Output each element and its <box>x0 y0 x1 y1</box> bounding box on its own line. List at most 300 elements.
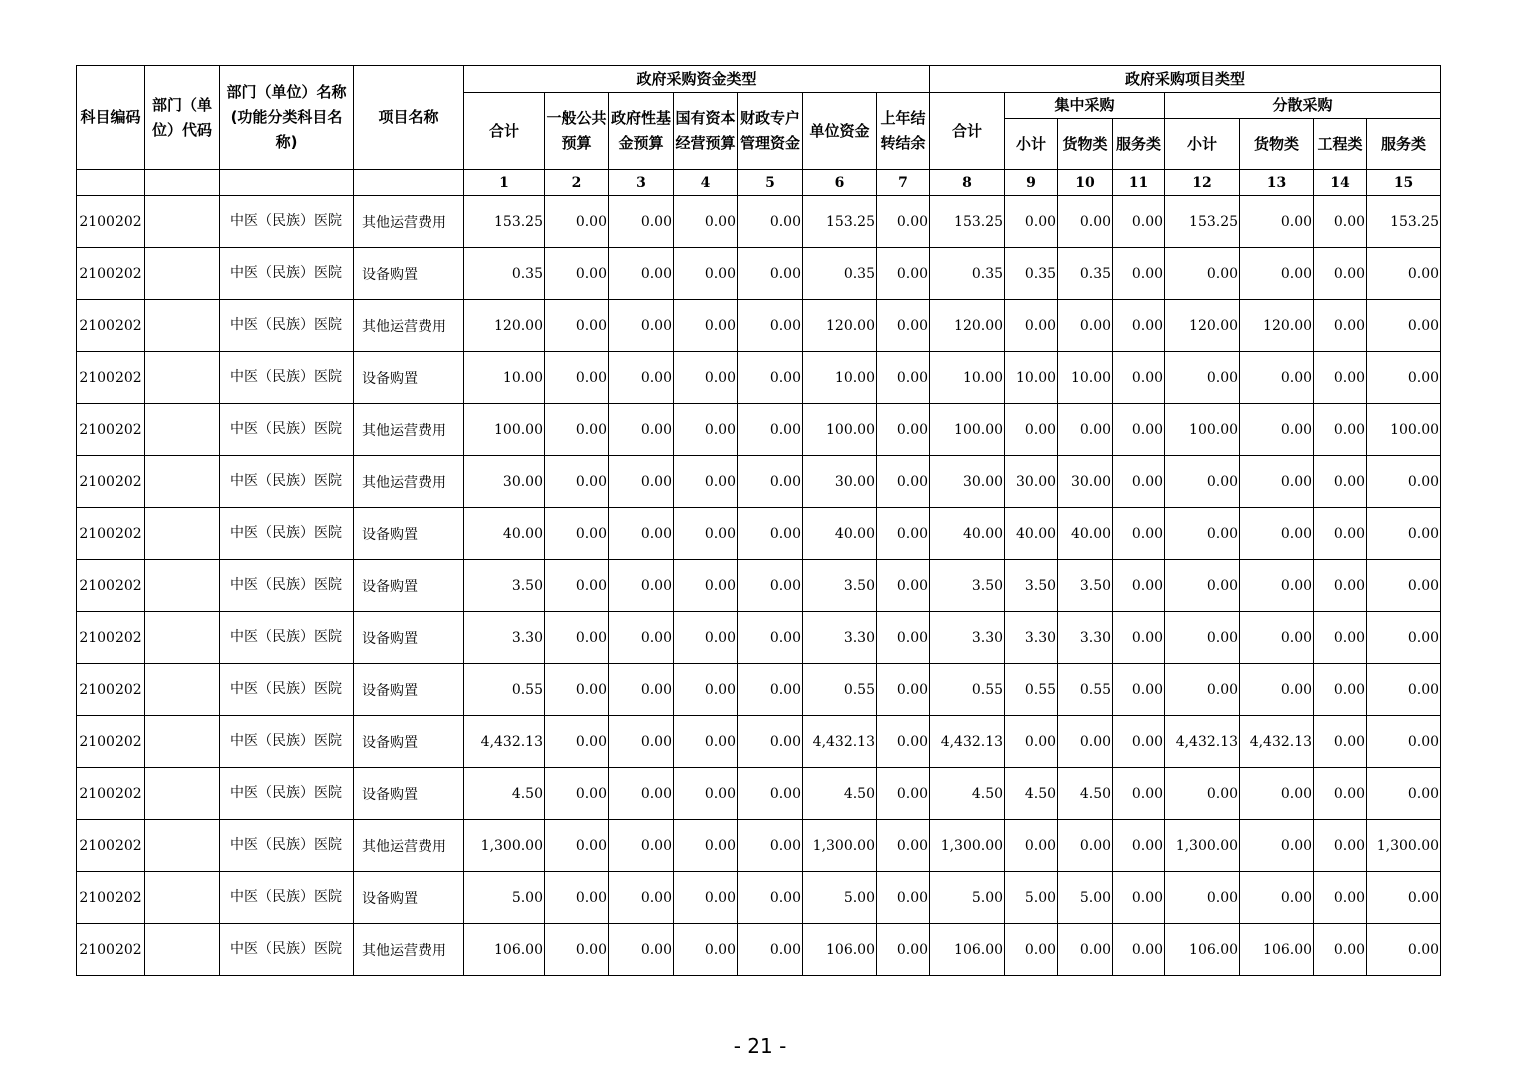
project-name-cell: 设备购置 <box>354 508 464 560</box>
dept-code-cell <box>145 612 220 664</box>
amount-cell: 0.00 <box>1367 716 1441 768</box>
amount-cell: 153.25 <box>803 196 877 248</box>
project-name-cell: 其他运营费用 <box>354 924 464 976</box>
amount-cell: 0.00 <box>1165 872 1240 924</box>
amount-cell: 0.00 <box>1240 352 1314 404</box>
amount-cell: 0.00 <box>1240 820 1314 872</box>
dept-code-cell <box>145 872 220 924</box>
column-number: 3 <box>609 170 674 196</box>
amount-cell: 0.00 <box>1058 820 1113 872</box>
amount-cell: 0.00 <box>1314 612 1367 664</box>
amount-cell: 1,300.00 <box>464 820 545 872</box>
amount-cell: 0.00 <box>1367 352 1441 404</box>
dept-code-cell <box>145 300 220 352</box>
amount-cell: 0.00 <box>1240 196 1314 248</box>
amount-cell: 0.55 <box>1005 664 1058 716</box>
dept-name-cell: 中医（民族）医院 <box>220 248 354 300</box>
project-name-cell: 设备购置 <box>354 248 464 300</box>
project-name-cell: 设备购置 <box>354 872 464 924</box>
amount-cell: 0.00 <box>1314 300 1367 352</box>
table-row <box>77 248 1441 300</box>
amount-cell: 0.00 <box>1367 300 1441 352</box>
amount-cell: 40.00 <box>930 508 1005 560</box>
amount-cell: 0.00 <box>1113 716 1165 768</box>
header-centralized-group: 集中采购 <box>1005 93 1165 119</box>
amount-cell: 0.00 <box>674 248 738 300</box>
amount-cell: 4,432.13 <box>464 716 545 768</box>
amount-cell: 0.00 <box>738 716 803 768</box>
amount-cell: 0.00 <box>877 248 930 300</box>
amount-cell: 3.30 <box>1058 612 1113 664</box>
amount-cell: 0.00 <box>1165 508 1240 560</box>
amount-cell: 0.00 <box>545 508 609 560</box>
amount-cell: 0.00 <box>877 716 930 768</box>
subject-code-cell: 2100202 <box>77 560 145 612</box>
amount-cell: 40.00 <box>803 508 877 560</box>
amount-cell: 0.00 <box>738 924 803 976</box>
dept-name-cell: 中医（民族）医院 <box>220 300 354 352</box>
amount-cell: 120.00 <box>1240 300 1314 352</box>
header-state-capital-budget: 国有资本经营预算 <box>674 93 738 170</box>
amount-cell: 0.00 <box>674 352 738 404</box>
amount-cell: 120.00 <box>930 300 1005 352</box>
column-number: 15 <box>1367 170 1441 196</box>
table-row <box>77 872 1441 924</box>
table-row <box>77 768 1441 820</box>
amount-cell: 100.00 <box>464 404 545 456</box>
amount-cell: 1,300.00 <box>803 820 877 872</box>
amount-cell: 0.00 <box>877 508 930 560</box>
amount-cell: 0.00 <box>877 300 930 352</box>
subject-code-cell: 2100202 <box>77 248 145 300</box>
amount-cell: 0.00 <box>1240 664 1314 716</box>
dept-code-cell <box>145 404 220 456</box>
amount-cell: 0.00 <box>1113 924 1165 976</box>
header-decentralized-goods: 货物类 <box>1240 119 1314 170</box>
table-row <box>77 508 1441 560</box>
amount-cell: 3.50 <box>1058 560 1113 612</box>
table-row <box>77 716 1441 768</box>
amount-cell: 30.00 <box>1058 456 1113 508</box>
amount-cell: 0.00 <box>1367 612 1441 664</box>
amount-cell: 0.00 <box>877 352 930 404</box>
amount-cell: 0.00 <box>674 404 738 456</box>
table-row <box>77 924 1441 976</box>
amount-cell: 0.00 <box>609 768 674 820</box>
subject-code-cell: 2100202 <box>77 508 145 560</box>
project-name-cell: 设备购置 <box>354 768 464 820</box>
amount-cell: 0.00 <box>1240 872 1314 924</box>
dept-code-cell <box>145 664 220 716</box>
amount-cell: 3.50 <box>464 560 545 612</box>
dept-name-cell: 中医（民族）医院 <box>220 820 354 872</box>
amount-cell: 0.00 <box>545 768 609 820</box>
amount-cell: 0.00 <box>877 768 930 820</box>
amount-cell: 0.00 <box>674 716 738 768</box>
column-number: 4 <box>674 170 738 196</box>
amount-cell: 4.50 <box>1058 768 1113 820</box>
amount-cell: 0.00 <box>738 196 803 248</box>
dept-code-cell <box>145 716 220 768</box>
amount-cell: 0.00 <box>545 248 609 300</box>
amount-cell: 5.00 <box>1058 872 1113 924</box>
amount-cell: 0.00 <box>877 924 930 976</box>
header-decentralized-services: 服务类 <box>1367 119 1441 170</box>
amount-cell: 0.00 <box>545 872 609 924</box>
amount-cell: 40.00 <box>1005 508 1058 560</box>
amount-cell: 4,432.13 <box>1165 716 1240 768</box>
amount-cell: 0.00 <box>545 560 609 612</box>
amount-cell: 10.00 <box>930 352 1005 404</box>
dept-code-cell <box>145 924 220 976</box>
amount-cell: 0.00 <box>609 352 674 404</box>
amount-cell: 0.00 <box>1113 196 1165 248</box>
amount-cell: 0.00 <box>877 664 930 716</box>
header-centralized-subtotal: 小计 <box>1005 119 1058 170</box>
amount-cell: 0.00 <box>877 872 930 924</box>
amount-cell: 5.00 <box>803 872 877 924</box>
amount-cell: 0.00 <box>609 716 674 768</box>
header-gov-fund-budget: 政府性基金预算 <box>609 93 674 170</box>
amount-cell: 0.00 <box>674 820 738 872</box>
amount-cell: 10.00 <box>464 352 545 404</box>
amount-cell: 0.00 <box>545 352 609 404</box>
amount-cell: 0.00 <box>1240 768 1314 820</box>
amount-cell: 0.00 <box>1113 508 1165 560</box>
project-name-cell: 其他运营费用 <box>354 300 464 352</box>
amount-cell: 153.25 <box>1165 196 1240 248</box>
dept-name-cell: 中医（民族）医院 <box>220 508 354 560</box>
dept-code-cell <box>145 248 220 300</box>
amount-cell: 10.00 <box>1005 352 1058 404</box>
dept-code-cell <box>145 820 220 872</box>
dept-code-cell <box>145 768 220 820</box>
amount-cell: 100.00 <box>1367 404 1441 456</box>
amount-cell: 0.00 <box>609 820 674 872</box>
subject-code-cell: 2100202 <box>77 404 145 456</box>
header-project-name: 项目名称 <box>354 66 464 170</box>
header-dept-name: 部门（单位）名称(功能分类科目名称) <box>220 66 354 170</box>
amount-cell: 0.00 <box>674 300 738 352</box>
amount-cell: 0.00 <box>1113 248 1165 300</box>
amount-cell: 0.00 <box>738 820 803 872</box>
header-decentralized-group: 分散采购 <box>1165 93 1441 119</box>
header-decentralized-works: 工程类 <box>1314 119 1367 170</box>
amount-cell: 0.00 <box>674 768 738 820</box>
amount-cell: 0.00 <box>1005 820 1058 872</box>
amount-cell: 3.50 <box>930 560 1005 612</box>
subject-code-cell: 2100202 <box>77 300 145 352</box>
amount-cell: 0.00 <box>609 404 674 456</box>
amount-cell: 30.00 <box>803 456 877 508</box>
amount-cell: 106.00 <box>930 924 1005 976</box>
dept-name-cell: 中医（民族）医院 <box>220 924 354 976</box>
amount-cell: 153.25 <box>464 196 545 248</box>
amount-cell: 0.00 <box>545 820 609 872</box>
amount-cell: 0.00 <box>674 196 738 248</box>
amount-cell: 4,432.13 <box>930 716 1005 768</box>
amount-cell: 106.00 <box>803 924 877 976</box>
amount-cell: 0.00 <box>609 508 674 560</box>
amount-cell: 0.00 <box>738 872 803 924</box>
amount-cell: 0.00 <box>1113 872 1165 924</box>
amount-cell: 120.00 <box>464 300 545 352</box>
subject-code-cell: 2100202 <box>77 820 145 872</box>
header-project-type-group: 政府采购项目类型 <box>930 66 1441 93</box>
amount-cell: 0.00 <box>1005 924 1058 976</box>
header-unit-funds: 单位资金 <box>803 93 877 170</box>
amount-cell: 4,432.13 <box>1240 716 1314 768</box>
table-row <box>77 612 1441 664</box>
amount-cell: 0.00 <box>1367 664 1441 716</box>
amount-cell: 0.00 <box>545 716 609 768</box>
amount-cell: 0.00 <box>1113 612 1165 664</box>
amount-cell: 10.00 <box>1058 352 1113 404</box>
amount-cell: 0.35 <box>803 248 877 300</box>
amount-cell: 0.00 <box>1314 456 1367 508</box>
amount-cell: 0.00 <box>1005 196 1058 248</box>
amount-cell: 0.00 <box>609 300 674 352</box>
dept-name-cell: 中医（民族）医院 <box>220 612 354 664</box>
amount-cell: 106.00 <box>1165 924 1240 976</box>
amount-cell: 0.55 <box>464 664 545 716</box>
column-number: 11 <box>1113 170 1165 196</box>
project-name-cell: 设备购置 <box>354 352 464 404</box>
amount-cell: 0.00 <box>674 612 738 664</box>
column-number: 14 <box>1314 170 1367 196</box>
subject-code-cell: 2100202 <box>77 872 145 924</box>
dept-name-cell: 中医（民族）医院 <box>220 196 354 248</box>
amount-cell: 30.00 <box>1005 456 1058 508</box>
column-number: 6 <box>803 170 877 196</box>
subject-code-cell: 2100202 <box>77 612 145 664</box>
amount-cell: 0.00 <box>609 196 674 248</box>
table-row <box>77 820 1441 872</box>
header-decentralized-subtotal: 小计 <box>1165 119 1240 170</box>
amount-cell: 0.00 <box>1058 196 1113 248</box>
amount-cell: 0.00 <box>877 820 930 872</box>
column-number: 13 <box>1240 170 1314 196</box>
project-name-cell: 其他运营费用 <box>354 456 464 508</box>
amount-cell: 100.00 <box>930 404 1005 456</box>
amount-cell: 3.30 <box>464 612 545 664</box>
project-name-cell: 设备购置 <box>354 716 464 768</box>
amount-cell: 0.00 <box>1165 612 1240 664</box>
amount-cell: 0.00 <box>1367 768 1441 820</box>
subject-code-cell: 2100202 <box>77 716 145 768</box>
amount-cell: 0.00 <box>545 404 609 456</box>
subject-code-cell: 2100202 <box>77 664 145 716</box>
amount-cell: 0.00 <box>877 612 930 664</box>
amount-cell: 0.00 <box>1314 768 1367 820</box>
amount-cell: 120.00 <box>1165 300 1240 352</box>
amount-cell: 153.25 <box>1367 196 1441 248</box>
column-number: 10 <box>1058 170 1113 196</box>
column-number: 2 <box>545 170 609 196</box>
amount-cell: 3.50 <box>803 560 877 612</box>
table-row <box>77 352 1441 404</box>
dept-name-cell: 中医（民族）医院 <box>220 768 354 820</box>
amount-cell: 0.00 <box>1240 508 1314 560</box>
amount-cell: 0.00 <box>738 248 803 300</box>
amount-cell: 1,300.00 <box>1367 820 1441 872</box>
amount-cell: 0.00 <box>1165 560 1240 612</box>
amount-cell: 0.00 <box>1005 716 1058 768</box>
amount-cell: 0.00 <box>1367 456 1441 508</box>
amount-cell: 4.50 <box>930 768 1005 820</box>
header-subject-code: 科目编码 <box>77 66 145 170</box>
table-row <box>77 456 1441 508</box>
project-name-cell: 其他运营费用 <box>354 404 464 456</box>
amount-cell: 0.00 <box>1005 404 1058 456</box>
amount-cell: 0.00 <box>1367 560 1441 612</box>
project-name-cell: 设备购置 <box>354 664 464 716</box>
header-project-total: 合计 <box>930 93 1005 170</box>
amount-cell: 0.00 <box>877 456 930 508</box>
dept-code-cell <box>145 508 220 560</box>
subject-code-cell: 2100202 <box>77 196 145 248</box>
column-number: 9 <box>1005 170 1058 196</box>
amount-cell: 5.00 <box>1005 872 1058 924</box>
amount-cell: 1,300.00 <box>1165 820 1240 872</box>
header-centralized-goods: 货物类 <box>1058 119 1113 170</box>
amount-cell: 0.00 <box>674 664 738 716</box>
amount-cell: 120.00 <box>803 300 877 352</box>
amount-cell: 0.00 <box>609 248 674 300</box>
amount-cell: 4.50 <box>803 768 877 820</box>
amount-cell: 0.00 <box>738 768 803 820</box>
dept-code-cell <box>145 196 220 248</box>
subject-code-cell: 2100202 <box>77 924 145 976</box>
amount-cell: 0.00 <box>545 612 609 664</box>
amount-cell: 3.50 <box>1005 560 1058 612</box>
amount-cell: 0.00 <box>1314 404 1367 456</box>
amount-cell: 0.00 <box>1058 716 1113 768</box>
column-number: 8 <box>930 170 1005 196</box>
dept-name-cell: 中医（民族）医院 <box>220 352 354 404</box>
amount-cell: 30.00 <box>464 456 545 508</box>
dept-name-cell: 中医（民族）医院 <box>220 872 354 924</box>
amount-cell: 0.00 <box>738 456 803 508</box>
amount-cell: 0.00 <box>1314 664 1367 716</box>
amount-cell: 0.00 <box>877 404 930 456</box>
subject-code-cell: 2100202 <box>77 768 145 820</box>
amount-cell: 0.00 <box>877 196 930 248</box>
amount-cell: 0.00 <box>1367 248 1441 300</box>
amount-cell: 0.00 <box>1314 924 1367 976</box>
table-row <box>77 196 1441 248</box>
amount-cell: 0.00 <box>1314 352 1367 404</box>
table-row <box>77 404 1441 456</box>
amount-cell: 0.00 <box>1113 404 1165 456</box>
amount-cell: 0.00 <box>1314 872 1367 924</box>
amount-cell: 0.35 <box>1005 248 1058 300</box>
amount-cell: 0.00 <box>609 872 674 924</box>
amount-cell: 0.00 <box>1165 248 1240 300</box>
amount-cell: 0.00 <box>738 300 803 352</box>
header-row-1 <box>77 66 1441 93</box>
amount-cell: 0.00 <box>674 456 738 508</box>
amount-cell: 0.00 <box>738 612 803 664</box>
project-name-cell: 其他运营费用 <box>354 196 464 248</box>
amount-cell: 106.00 <box>1240 924 1314 976</box>
amount-cell: 0.00 <box>545 664 609 716</box>
subject-code-cell: 2100202 <box>77 352 145 404</box>
project-name-cell: 设备购置 <box>354 612 464 664</box>
project-name-cell: 设备购置 <box>354 560 464 612</box>
amount-cell: 0.00 <box>738 404 803 456</box>
amount-cell: 30.00 <box>930 456 1005 508</box>
amount-cell: 0.00 <box>674 872 738 924</box>
amount-cell: 3.30 <box>1005 612 1058 664</box>
amount-cell: 0.00 <box>1240 456 1314 508</box>
amount-cell: 3.30 <box>930 612 1005 664</box>
amount-cell: 40.00 <box>1058 508 1113 560</box>
amount-cell: 0.00 <box>609 612 674 664</box>
amount-cell: 0.55 <box>930 664 1005 716</box>
procurement-table <box>76 65 1441 976</box>
amount-cell: 0.00 <box>1367 872 1441 924</box>
dept-code-cell <box>145 352 220 404</box>
amount-cell: 0.00 <box>545 196 609 248</box>
amount-cell: 5.00 <box>464 872 545 924</box>
amount-cell: 0.00 <box>1113 768 1165 820</box>
amount-cell: 4,432.13 <box>803 716 877 768</box>
amount-cell: 0.00 <box>674 560 738 612</box>
column-number-row <box>77 170 1441 196</box>
header-dept-code: 部门（单位）代码 <box>145 66 220 170</box>
header-centralized-services: 服务类 <box>1113 119 1165 170</box>
table-row <box>77 664 1441 716</box>
amount-cell: 0.35 <box>1058 248 1113 300</box>
amount-cell: 0.00 <box>545 924 609 976</box>
amount-cell: 153.25 <box>930 196 1005 248</box>
header-general-budget: 一般公共预算 <box>545 93 609 170</box>
dept-name-cell: 中医（民族）医院 <box>220 560 354 612</box>
amount-cell: 0.00 <box>1113 300 1165 352</box>
amount-cell: 0.55 <box>803 664 877 716</box>
dept-name-cell: 中医（民族）医院 <box>220 716 354 768</box>
amount-cell: 0.00 <box>1367 508 1441 560</box>
amount-cell: 4.50 <box>464 768 545 820</box>
header-fund-type-group: 政府采购资金类型 <box>464 66 930 93</box>
amount-cell: 0.35 <box>464 248 545 300</box>
amount-cell: 0.00 <box>1165 768 1240 820</box>
amount-cell: 3.30 <box>803 612 877 664</box>
amount-cell: 0.00 <box>1113 352 1165 404</box>
dept-name-cell: 中医（民族）医院 <box>220 404 354 456</box>
amount-cell: 0.00 <box>738 352 803 404</box>
amount-cell: 0.00 <box>1314 508 1367 560</box>
subject-code-cell: 2100202 <box>77 456 145 508</box>
table-body <box>77 196 1441 976</box>
dept-name-cell: 中医（民族）医院 <box>220 664 354 716</box>
dept-name-cell: 中医（民族）医院 <box>220 456 354 508</box>
amount-cell: 0.00 <box>1314 196 1367 248</box>
amount-cell: 1,300.00 <box>930 820 1005 872</box>
header-special-account-funds: 财政专户管理资金 <box>738 93 803 170</box>
amount-cell: 0.35 <box>930 248 1005 300</box>
amount-cell: 0.00 <box>1314 716 1367 768</box>
amount-cell: 0.00 <box>1314 248 1367 300</box>
column-number: 1 <box>464 170 545 196</box>
amount-cell: 0.00 <box>1058 924 1113 976</box>
amount-cell: 0.00 <box>738 508 803 560</box>
amount-cell: 0.00 <box>1367 924 1441 976</box>
amount-cell: 0.55 <box>1058 664 1113 716</box>
amount-cell: 0.00 <box>609 924 674 976</box>
dept-code-cell <box>145 560 220 612</box>
